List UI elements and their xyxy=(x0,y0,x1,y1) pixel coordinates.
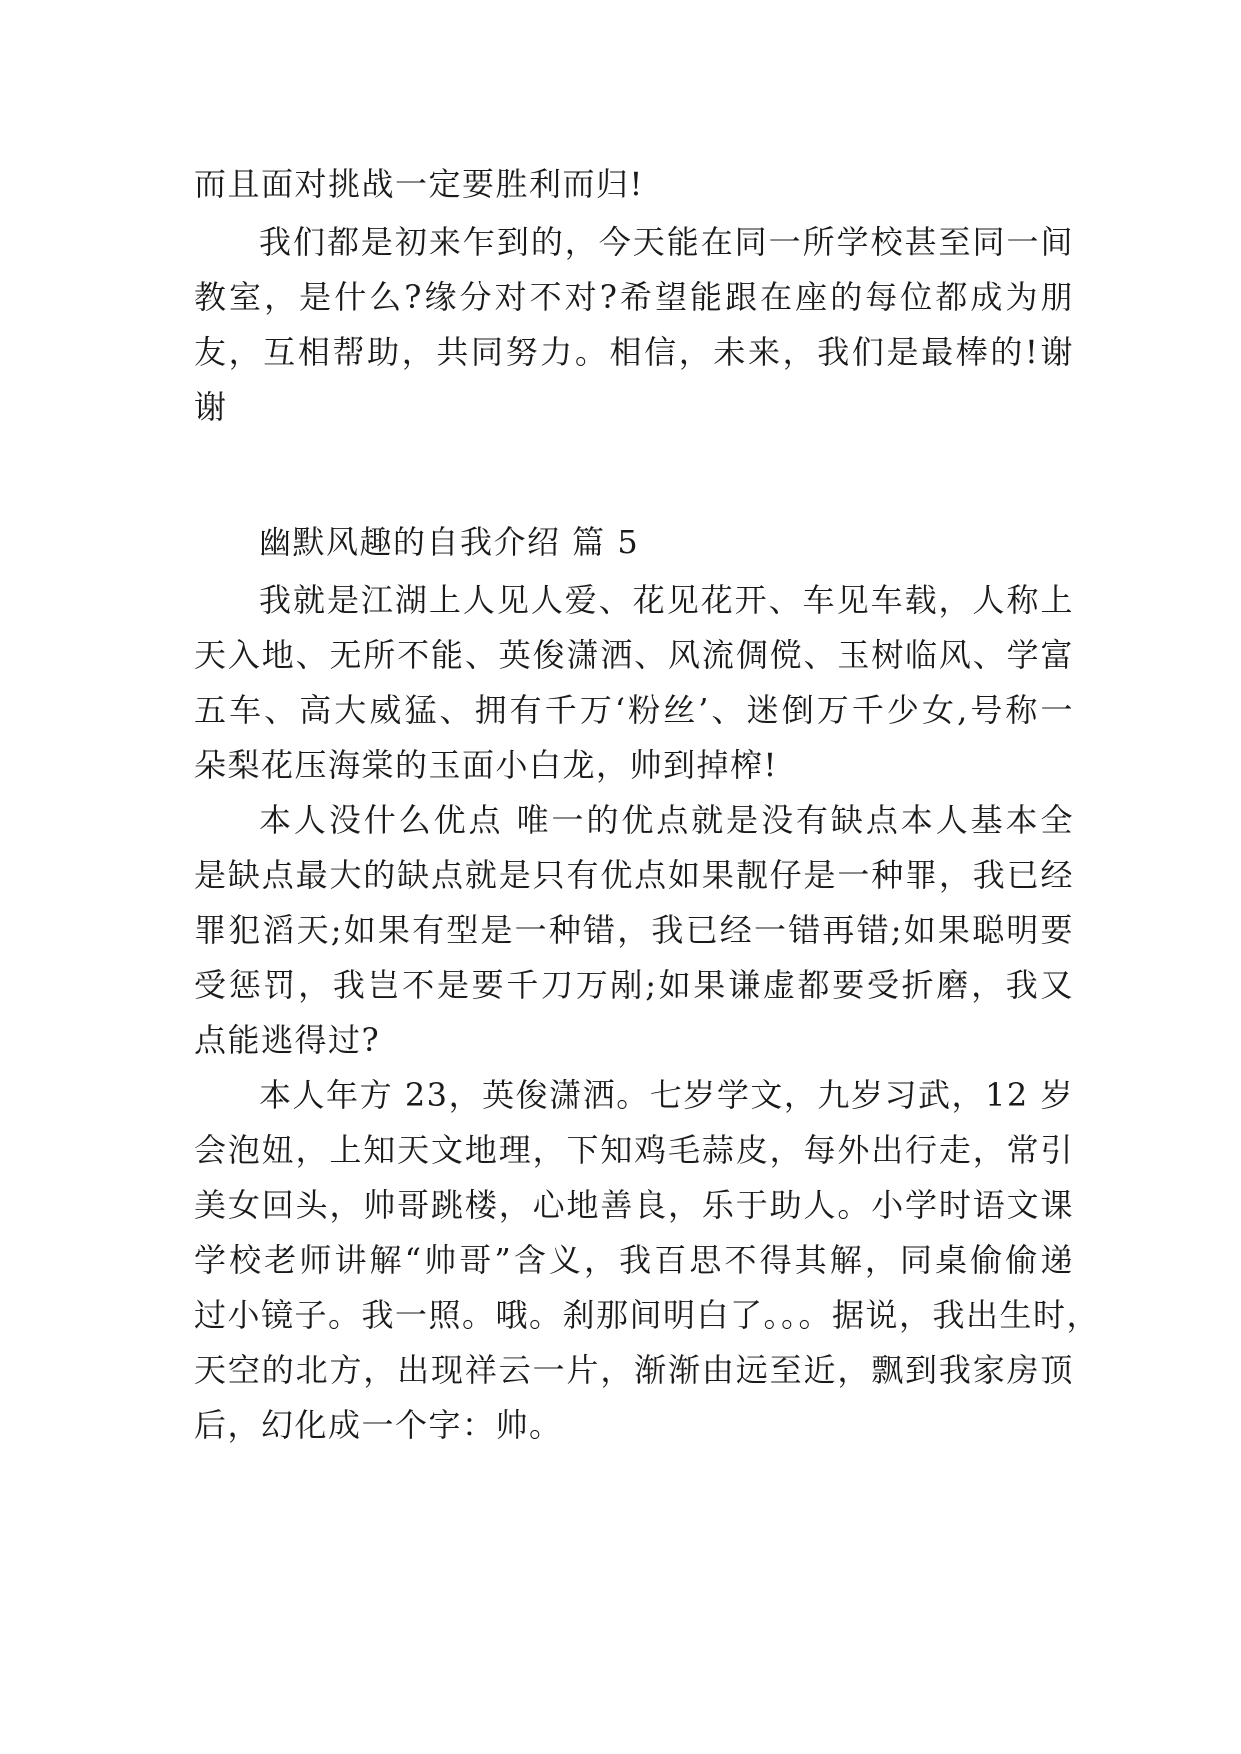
paragraph-line: 五车、高大威猛、拥有千万‘粉丝’、迷倒万千少女,号称一 xyxy=(194,691,1074,729)
paragraph-line: 朵梨花压海棠的玉面小白龙，帅到掉榨! xyxy=(194,746,778,784)
paragraph-line: 点能逃得过? xyxy=(194,1021,381,1059)
paragraph-line: 天空的北方，出现祥云一片，渐渐由远至近，飘到我家房顶 xyxy=(194,1351,1074,1389)
paragraph-line: 谢 xyxy=(194,388,228,426)
paragraph-line: 学校老师讲解“帅哥”含义，我百思不得其解，同桌偷偷递 xyxy=(194,1241,1074,1279)
paragraph-line: 是缺点最大的缺点就是只有优点如果靓仔是一种罪，我已经 xyxy=(194,856,1074,894)
paragraph-line: 本人没什么优点 唯一的优点就是没有缺点本人基本全 xyxy=(259,801,1074,839)
paragraph-line: 而且面对挑战一定要胜利而归! xyxy=(194,165,644,203)
paragraph-line: 会泡妞，上知天文地理，下知鸡毛蒜皮，每外出行走，常引 xyxy=(194,1131,1074,1169)
paragraph-line: 我就是江湖上人见人爱、花见花开、车见车载，人称上 xyxy=(259,581,1074,619)
section-heading: 幽默风趣的自我介绍 篇 5 xyxy=(259,523,640,561)
paragraph-line: 后，幻化成一个字：帅。 xyxy=(194,1406,563,1444)
paragraph-line: 教室，是什么?缘分对不对?希望能跟在座的每位都成为朋 xyxy=(194,278,1074,316)
paragraph-line: 本人年方 23，英俊潇洒。七岁学文，九岁习武，12 岁 xyxy=(259,1076,1074,1114)
paragraph-line: 美女回头，帅哥跳楼，心地善良，乐于助人。小学时语文课 xyxy=(194,1186,1074,1224)
paragraph-line: 天入地、无所不能、英俊潇洒、风流倜傥、玉树临风、学富 xyxy=(194,636,1074,674)
paragraph-line: 罪犯滔天;如果有型是一种错，我已经一错再错;如果聪明要 xyxy=(194,911,1074,949)
paragraph-line: 我们都是初来乍到的，今天能在同一所学校甚至同一间 xyxy=(259,223,1074,261)
paragraph-line: 受惩罚，我岂不是要千刀万剐;如果谦虚都要受折磨，我又 xyxy=(194,966,1074,1004)
paragraph-line: 友，互相帮助，共同努力。相信，未来，我们是最棒的!谢 xyxy=(194,333,1074,371)
paragraph-line: 过小镜子。我一照。哦。刹那间明白了。。。据说，我出生时， xyxy=(194,1296,1101,1334)
